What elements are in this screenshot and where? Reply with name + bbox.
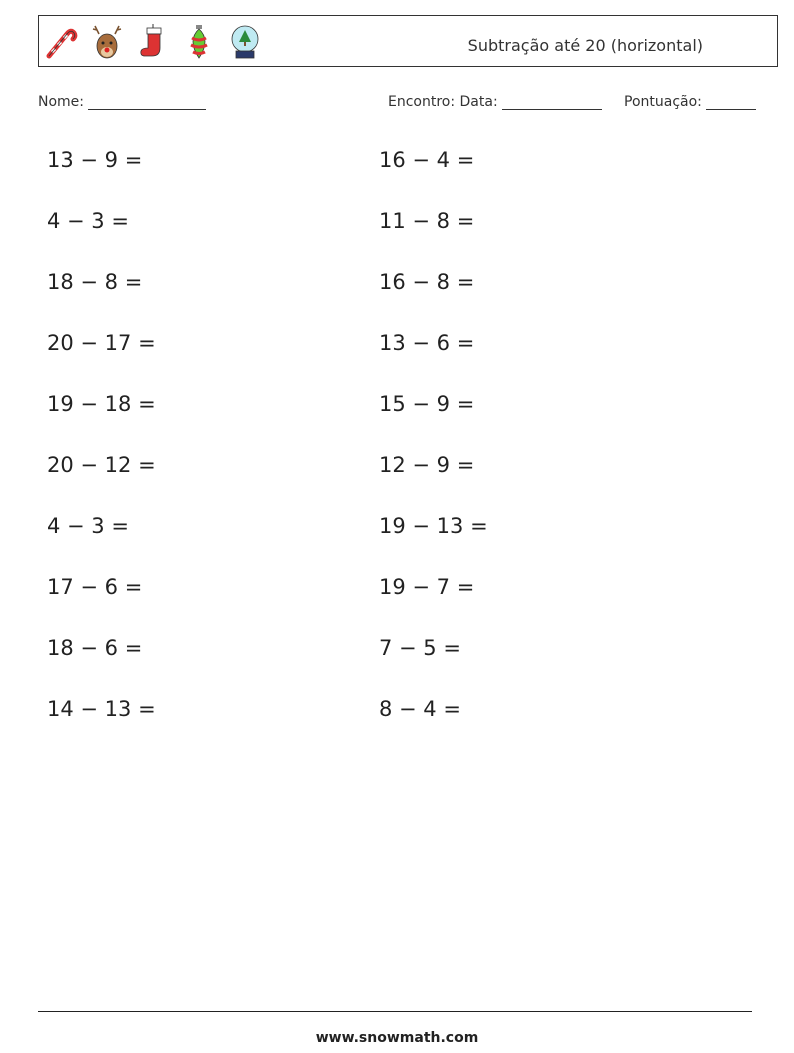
problem-left: 4 − 3 = — [47, 514, 129, 538]
date-field[interactable] — [388, 94, 602, 110]
problem-left: 20 − 12 = — [47, 453, 156, 477]
score-label: Pontuação: — [624, 94, 702, 110]
problem-left: 14 − 13 = — [47, 697, 156, 721]
problem-right: 19 − 13 = — [379, 514, 488, 538]
footer-divider — [38, 1011, 752, 1012]
worksheet-header — [38, 15, 778, 67]
problem-left: 13 − 9 = — [47, 148, 143, 172]
problem-right: 16 − 4 = — [379, 148, 475, 172]
problem-left: 20 − 17 = — [47, 331, 156, 355]
date-blank[interactable] — [502, 94, 602, 110]
problem-right: 8 − 4 = — [379, 697, 461, 721]
problem-right: 15 − 9 = — [379, 392, 475, 416]
name-blank[interactable] — [88, 94, 206, 110]
date-label: Encontro: Data: — [388, 94, 498, 110]
ornament-icon — [181, 22, 217, 62]
problem-left: 18 − 6 = — [47, 636, 143, 660]
worksheet-title: Subtração até 20 (horizontal) — [467, 36, 703, 55]
problem-right: 13 − 6 = — [379, 331, 475, 355]
stocking-icon — [135, 22, 171, 62]
candy-cane-icon — [43, 22, 79, 62]
problem-left: 18 − 8 = — [47, 270, 143, 294]
problem-left: 4 − 3 = — [47, 209, 129, 233]
name-field[interactable] — [38, 94, 206, 110]
reindeer-icon — [89, 22, 125, 62]
problem-right: 16 − 8 = — [379, 270, 475, 294]
problem-right: 12 − 9 = — [379, 453, 475, 477]
name-label: Nome: — [38, 94, 85, 110]
problem-left: 19 − 18 = — [47, 392, 156, 416]
problem-right: 11 − 8 = — [379, 209, 475, 233]
score-blank[interactable] — [706, 94, 756, 110]
footer-url[interactable]: www.snowmath.com — [315, 1030, 479, 1046]
problem-right: 19 − 7 = — [379, 575, 475, 599]
snow-globe-icon — [227, 22, 263, 62]
problem-right: 7 − 5 = — [379, 636, 461, 660]
header-icons — [43, 22, 263, 62]
problem-left: 17 − 6 = — [47, 575, 143, 599]
score-field[interactable] — [624, 94, 756, 110]
